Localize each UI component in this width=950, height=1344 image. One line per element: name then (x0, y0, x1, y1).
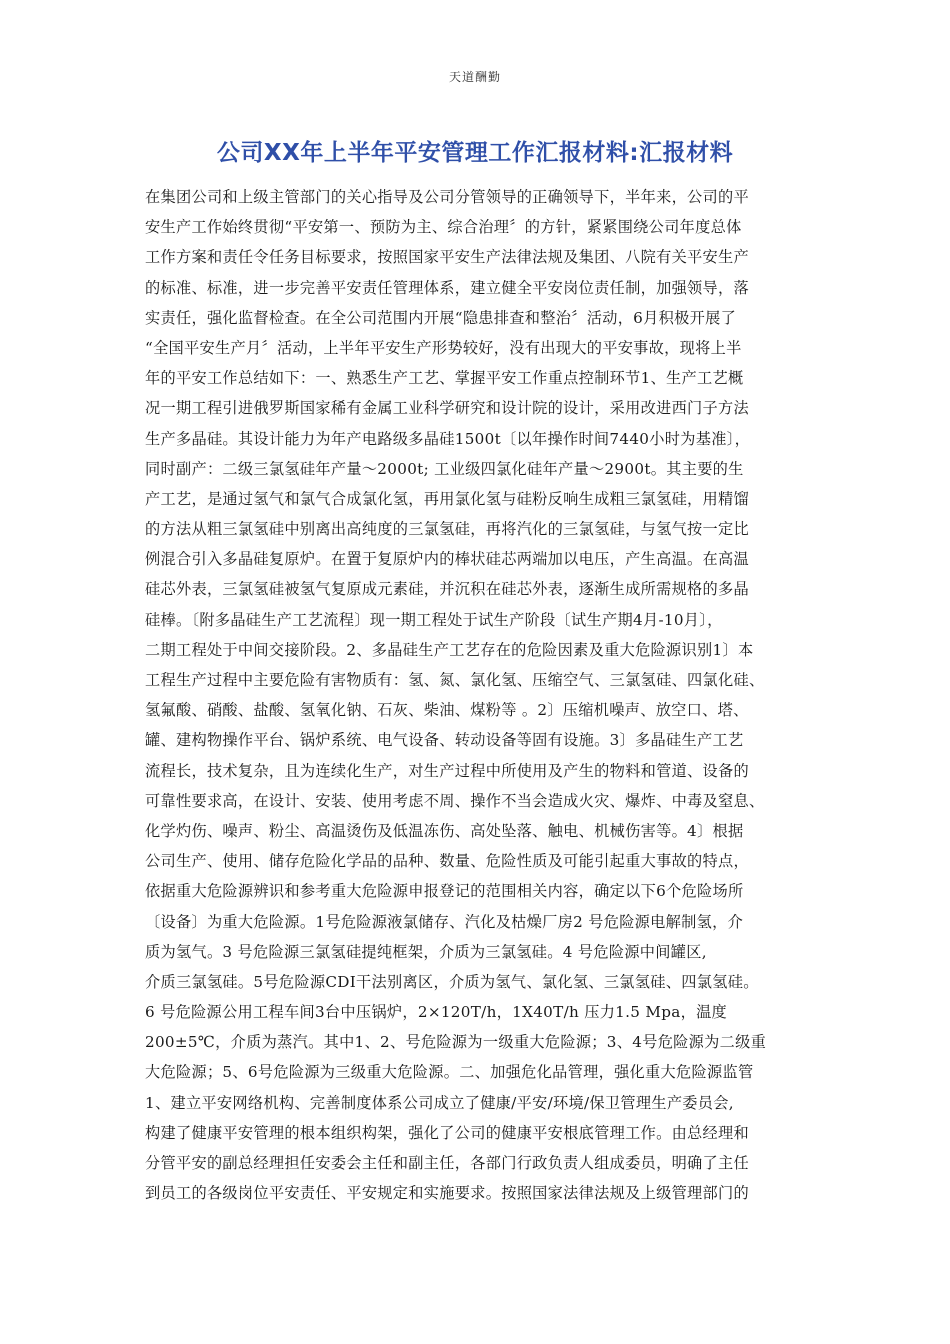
body-text-line: 年的平安工作总结如下：一、熟悉生产工艺、掌握平安工作重点控制环节1、生产工艺概 (145, 369, 744, 388)
body-text-line: 生产多晶硅。其设计能力为年产电路级多晶硅1500t〔以年操作时间7440小时为基准〕， (145, 429, 751, 448)
document-body (145, 182, 815, 1208)
body-text-line: 质为氢气。3 号危险源三氯氢硅提纯框架，介质为三氯氢硅。4 号危险源中间罐区, (145, 942, 707, 961)
body-text-line: 工作方案和责任令任务目标要求，按照国家平安生产法律法规及集团、八院有关平安生产 (145, 248, 750, 267)
body-text-line: 在集团公司和上级主管部门的关心指导及公司分管领导的正确领导下，半年来，公司的平 (145, 188, 750, 206)
body-text-line: 介质三氯氢硅。5号危险源CDI干法别离区，介质为氢气、氯化氢、三氯氢硅、四氯氢硅。 (145, 972, 759, 991)
body-text-line: 依据重大危险源辨识和参考重大危险源申报登记的范围相关内容，确定以下6个危险场所 (145, 882, 744, 901)
body-text-line: 二期工程处于中间交接阶段。2、多晶硅生产工艺存在的危险因素及重大危险源识别1〕本 (145, 640, 754, 659)
body-text-line: 氢氟酸、硝酸、盐酸、氢氧化钠、石灰、柴油、煤粉等 。2〕压缩机噪声、放空口、塔、 (145, 701, 749, 720)
body-text-line: 硅芯外表，三氯氢硅被氢气复原成元素硅，并沉积在硅芯外表，逐渐生成所需规格的多晶 (145, 580, 750, 599)
body-text-line: 的标准、标准，进一步完善平安责任管理体系，建立健全平安岗位责任制，加强领导，落 (145, 278, 750, 297)
body-text-line: 罐、建构物操作平台、锅炉系统、电气设备、转动设备等固有设施。3〕多晶硅生产工艺 (145, 731, 744, 750)
body-text-line: 硅棒。〔附多晶硅生产工艺流程〕现一期工程处于试生产阶段〔试生产期4月-10月〕， (145, 610, 723, 629)
body-text-line: 安生产工作始终贯彻“平安第一、预防为主、综合治理〞的方针，紧紧围绕公司年度总体 (145, 218, 742, 237)
body-text-line: 〔设备〕为重大危险源。1号危险源液氯储存、汽化及枯燥厂房2 号危险源电解制氢，介 (145, 912, 744, 931)
body-text-line: 分管平安的副总经理担任安委会主任和副主任，各部门行政负责人组成委员，明确了主任 (145, 1154, 750, 1172)
document-title: 公司XX年上半年平安管理工作汇报材料:汇报材料 (216, 140, 734, 166)
body-text-line: 同时副产：二级三氯氢硅年产量～2000t; 工业级四氯化硅年产量～2900t。其主要的生 (145, 459, 744, 478)
body-text-line: 6 号危险源公用工程车间3台中压锅炉，2×120T/h，1X40T/h 压力1.5 Mpa，温度 (145, 1003, 728, 1022)
body-text-line: 200±5℃，介质为蒸汽。其中1、2、号危险源为一级重大危险源；3、4号危险源为二级重 (145, 1033, 767, 1052)
body-text-line: 产工艺，是通过氢气和氯气合成氯化氢，再用氯化氢与硅粉反响生成粗三氯氢硅，用精馏 (145, 489, 750, 508)
body-text-line: 化学灼伤、噪声、粉尘、高温烫伤及低温冻伤、高处坠落、触电、机械伤害等。4〕根据 (145, 821, 744, 840)
body-text-line: 构建了健康平安管理的根本组织构架，强化了公司的健康平安根底管理工作。由总经理和 (145, 1123, 750, 1142)
body-text-line: 况一期工程引进俄罗斯国家稀有金属工业科学研究和设计院的设计，采用改进西门子方法 (145, 399, 750, 418)
body-text-line: 公司生产、使用、储存危险化学品的品种、数量、危险性质及可能引起重大事故的特点， (145, 852, 750, 871)
body-text-line: 的方法从粗三氯氢硅中别离出高纯度的三氯氢硅，再将汽化的三氯氢硅，与氢气按一定比 (145, 520, 750, 539)
body-text-line: 到员工的各级岗位平安责任、平安规定和实施要求。按照国家法律法规及上级管理部门的 (145, 1184, 750, 1203)
body-text-line: 流程长，技术复杂，且为连续化生产，对生产过程中所使用及产生的物料和管道、设备的 (145, 761, 750, 780)
body-text-line: 1、建立平安网络机构、完善制度体系公司成立了健康/平安/环境/保卫管理生产委员会, (145, 1093, 734, 1112)
body-text-line: 可靠性要求高，在设计、安装、使用考虑不周、操作不当会造成火灾、爆炸、中毒及窒息、 (145, 791, 765, 810)
body-text-line: 工程生产过程中主要危险有害物质有：氢、氮、氯化氢、压缩空气、三氯氢硅、四氯化硅、 (145, 671, 765, 689)
page-header: 天道酬勤 (448, 70, 501, 84)
body-text-line: 例混合引入多晶硅复原炉。在置于复原炉内的棒状硅芯两端加以电压，产生高温。在高温 (145, 550, 750, 569)
body-text-line: “全国平安生产月〞活动，上半年平安生产形势较好，没有出现大的平安事故，现将上半 (145, 338, 742, 357)
body-text-line: 实责任，强化监督检查。在全公司范围内开展“隐患排查和整治〞活动，6月积极开展了 (145, 308, 737, 327)
body-text-line: 大危险源；5、6号危险源为三级重大危险源。二、加强危化品管理，强化重大危险源监管 (145, 1063, 754, 1082)
